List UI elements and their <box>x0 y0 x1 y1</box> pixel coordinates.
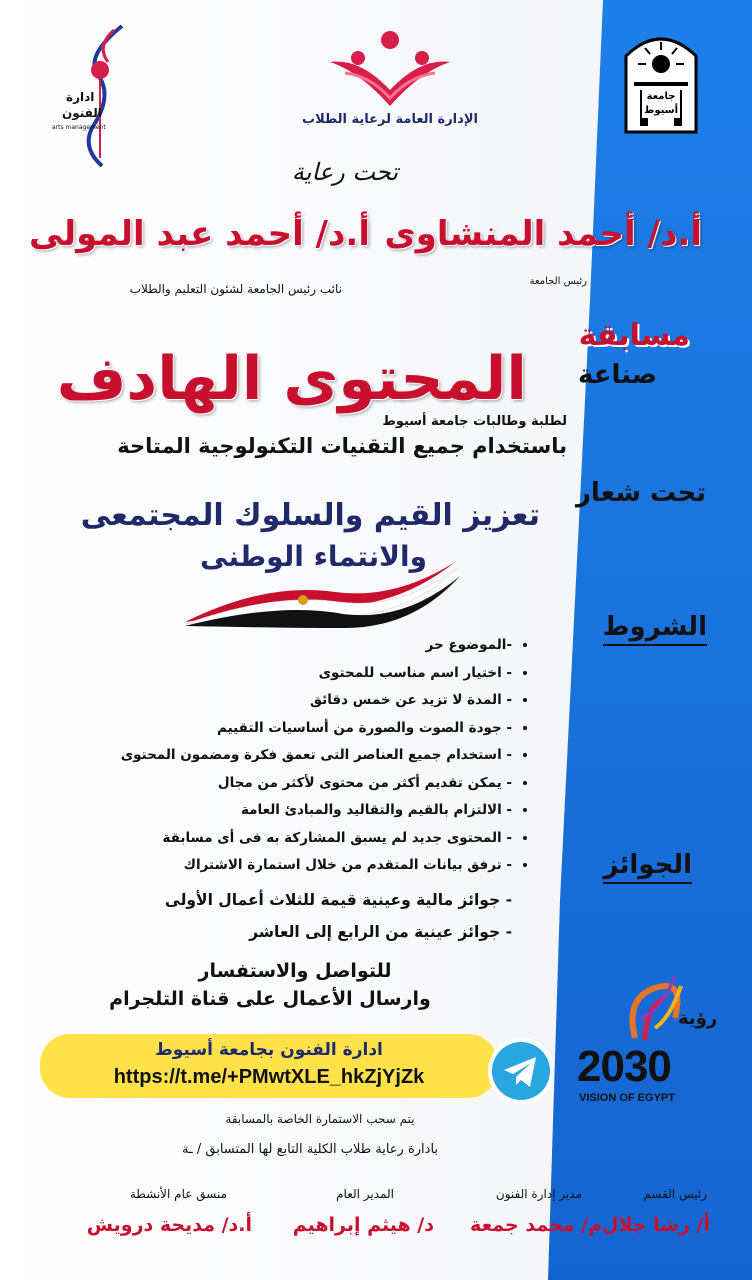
telegram-channel-name: ادارة الفنون بجامعة أسيوط <box>155 1040 383 1060</box>
telegram-channel-url[interactable]: https://t.me/+PMwtXLE_hkZjYjZk <box>113 1066 425 1088</box>
prize-item: - جوائز مالية وعينية قيمة للثلاث أعمال الأولى <box>164 891 512 909</box>
vision-year: 2030 <box>577 1042 671 1091</box>
signatory-title-arts-director: مدير إدارة الفنون <box>495 1187 582 1201</box>
vision-2030-logo <box>575 968 730 1118</box>
telegram-icon[interactable] <box>486 1036 556 1106</box>
slogan-line2: والانتماء الوطنى <box>200 540 427 573</box>
condition-item: • - اختيار اسم مناسب للمحتوى <box>52 660 512 688</box>
competition-title: المحتوى الهادف <box>56 344 527 414</box>
slogan-label: تحت شعار <box>575 478 706 508</box>
vision-ar: رؤية <box>678 1008 718 1029</box>
competition-word2: صناعة <box>577 360 657 390</box>
prizes-heading: الجوائز <box>603 850 692 884</box>
arts-management-line3: arts management <box>52 124 106 131</box>
condition-item: • - الالتزام بالقيم والتقاليد والمبادئ العامة <box>52 797 512 825</box>
patronage-person1-title: رئيس الجامعة <box>529 276 587 287</box>
signatory-name-arts-director: م/ محمد جمعة <box>470 1214 602 1236</box>
signatory-title-head-of-dept: رئيس القسم <box>643 1187 707 1201</box>
competition-method: باستخدام جميع التقنيات التكنولوجية المتاحة <box>117 434 567 458</box>
signatory-title-activities-coordinator: منسق عام الأنشطة <box>129 1187 227 1201</box>
telegram-link-box[interactable] <box>40 1034 498 1098</box>
university-logo <box>620 20 702 138</box>
condition-item: • -الموضوع حر <box>52 632 512 660</box>
condition-item: • - ترفق بيانات المتقدم من خلال استمارة الاشتراك <box>52 852 512 880</box>
prize-item: - جوائز عينية من الرابع إلى العاشر <box>249 923 512 941</box>
conditions-heading: الشروط <box>603 612 707 646</box>
condition-item: • - يمكن تقديم أكثر من محتوى لأكثر من مجال <box>52 770 512 798</box>
condition-item: • - المحتوى جديد لم يسبق المشاركة به فى أى مسابقة <box>52 825 512 853</box>
arts-management-line2: الفنون <box>62 106 102 120</box>
contact-line1: للتواصل والاستفسار <box>198 960 392 982</box>
contact-line2: وارسال الأعمال على قناة التلجرام <box>109 988 431 1010</box>
arts-management-logo <box>52 18 142 168</box>
form-note-line1: يتم سحب الاستمارة الخاصة بالمسابقة <box>225 1112 415 1126</box>
slogan-line1: تعزيز القيم والسلوك المجتمعى <box>80 498 540 533</box>
egypt-flag-ribbon <box>185 562 465 632</box>
signatory-name-general-director: د/ هيثم إبراهيم <box>292 1214 434 1236</box>
signatory-title-general-director: المدير العام <box>336 1187 394 1201</box>
competition-word1: مسابقة <box>578 318 690 353</box>
conditions-list <box>52 632 512 880</box>
patronage-person1-name: أ.د/ أحمد المنشاوى <box>384 214 702 254</box>
patronage-label: تحت رعاية <box>291 158 399 186</box>
vision-en: VISION OF EGYPT <box>579 1092 675 1104</box>
student-welfare-text: الإدارة العامة لرعاية الطلاب <box>302 112 478 127</box>
patronage-person2-name: أ.د/ أحمد عبد المولى <box>29 214 370 254</box>
prizes-list <box>92 884 512 948</box>
competition-audience: لطلبة وطالبات جامعة أسيوط <box>382 414 567 429</box>
signatory-name-head-of-dept: أ/ رشا جلال <box>601 1214 710 1236</box>
condition-item: • - المدة لا تزيد عن خمس دقائق <box>52 687 512 715</box>
condition-item: • - جودة الصوت والصورة من أساسيات التقييم <box>52 715 512 743</box>
student-welfare-logo <box>290 28 490 140</box>
signatory-name-activities-coordinator: أ.د/ مديحة درويش <box>86 1214 252 1236</box>
condition-item: • - استخدام جميع العناصر التى تعمق فكرة ومضمون المحتوى <box>52 742 512 770</box>
form-note-line2: بادارة رعاية طلاب الكلية التابع لها المتسابق / ـة <box>181 1142 439 1157</box>
university-logo-text: جامعة أسيوط <box>644 91 678 116</box>
patronage-person2-title: نائب رئيس الجامعة لشئون التعليم والطلاب <box>129 282 342 296</box>
arts-management-line1: ادارة <box>66 90 95 104</box>
